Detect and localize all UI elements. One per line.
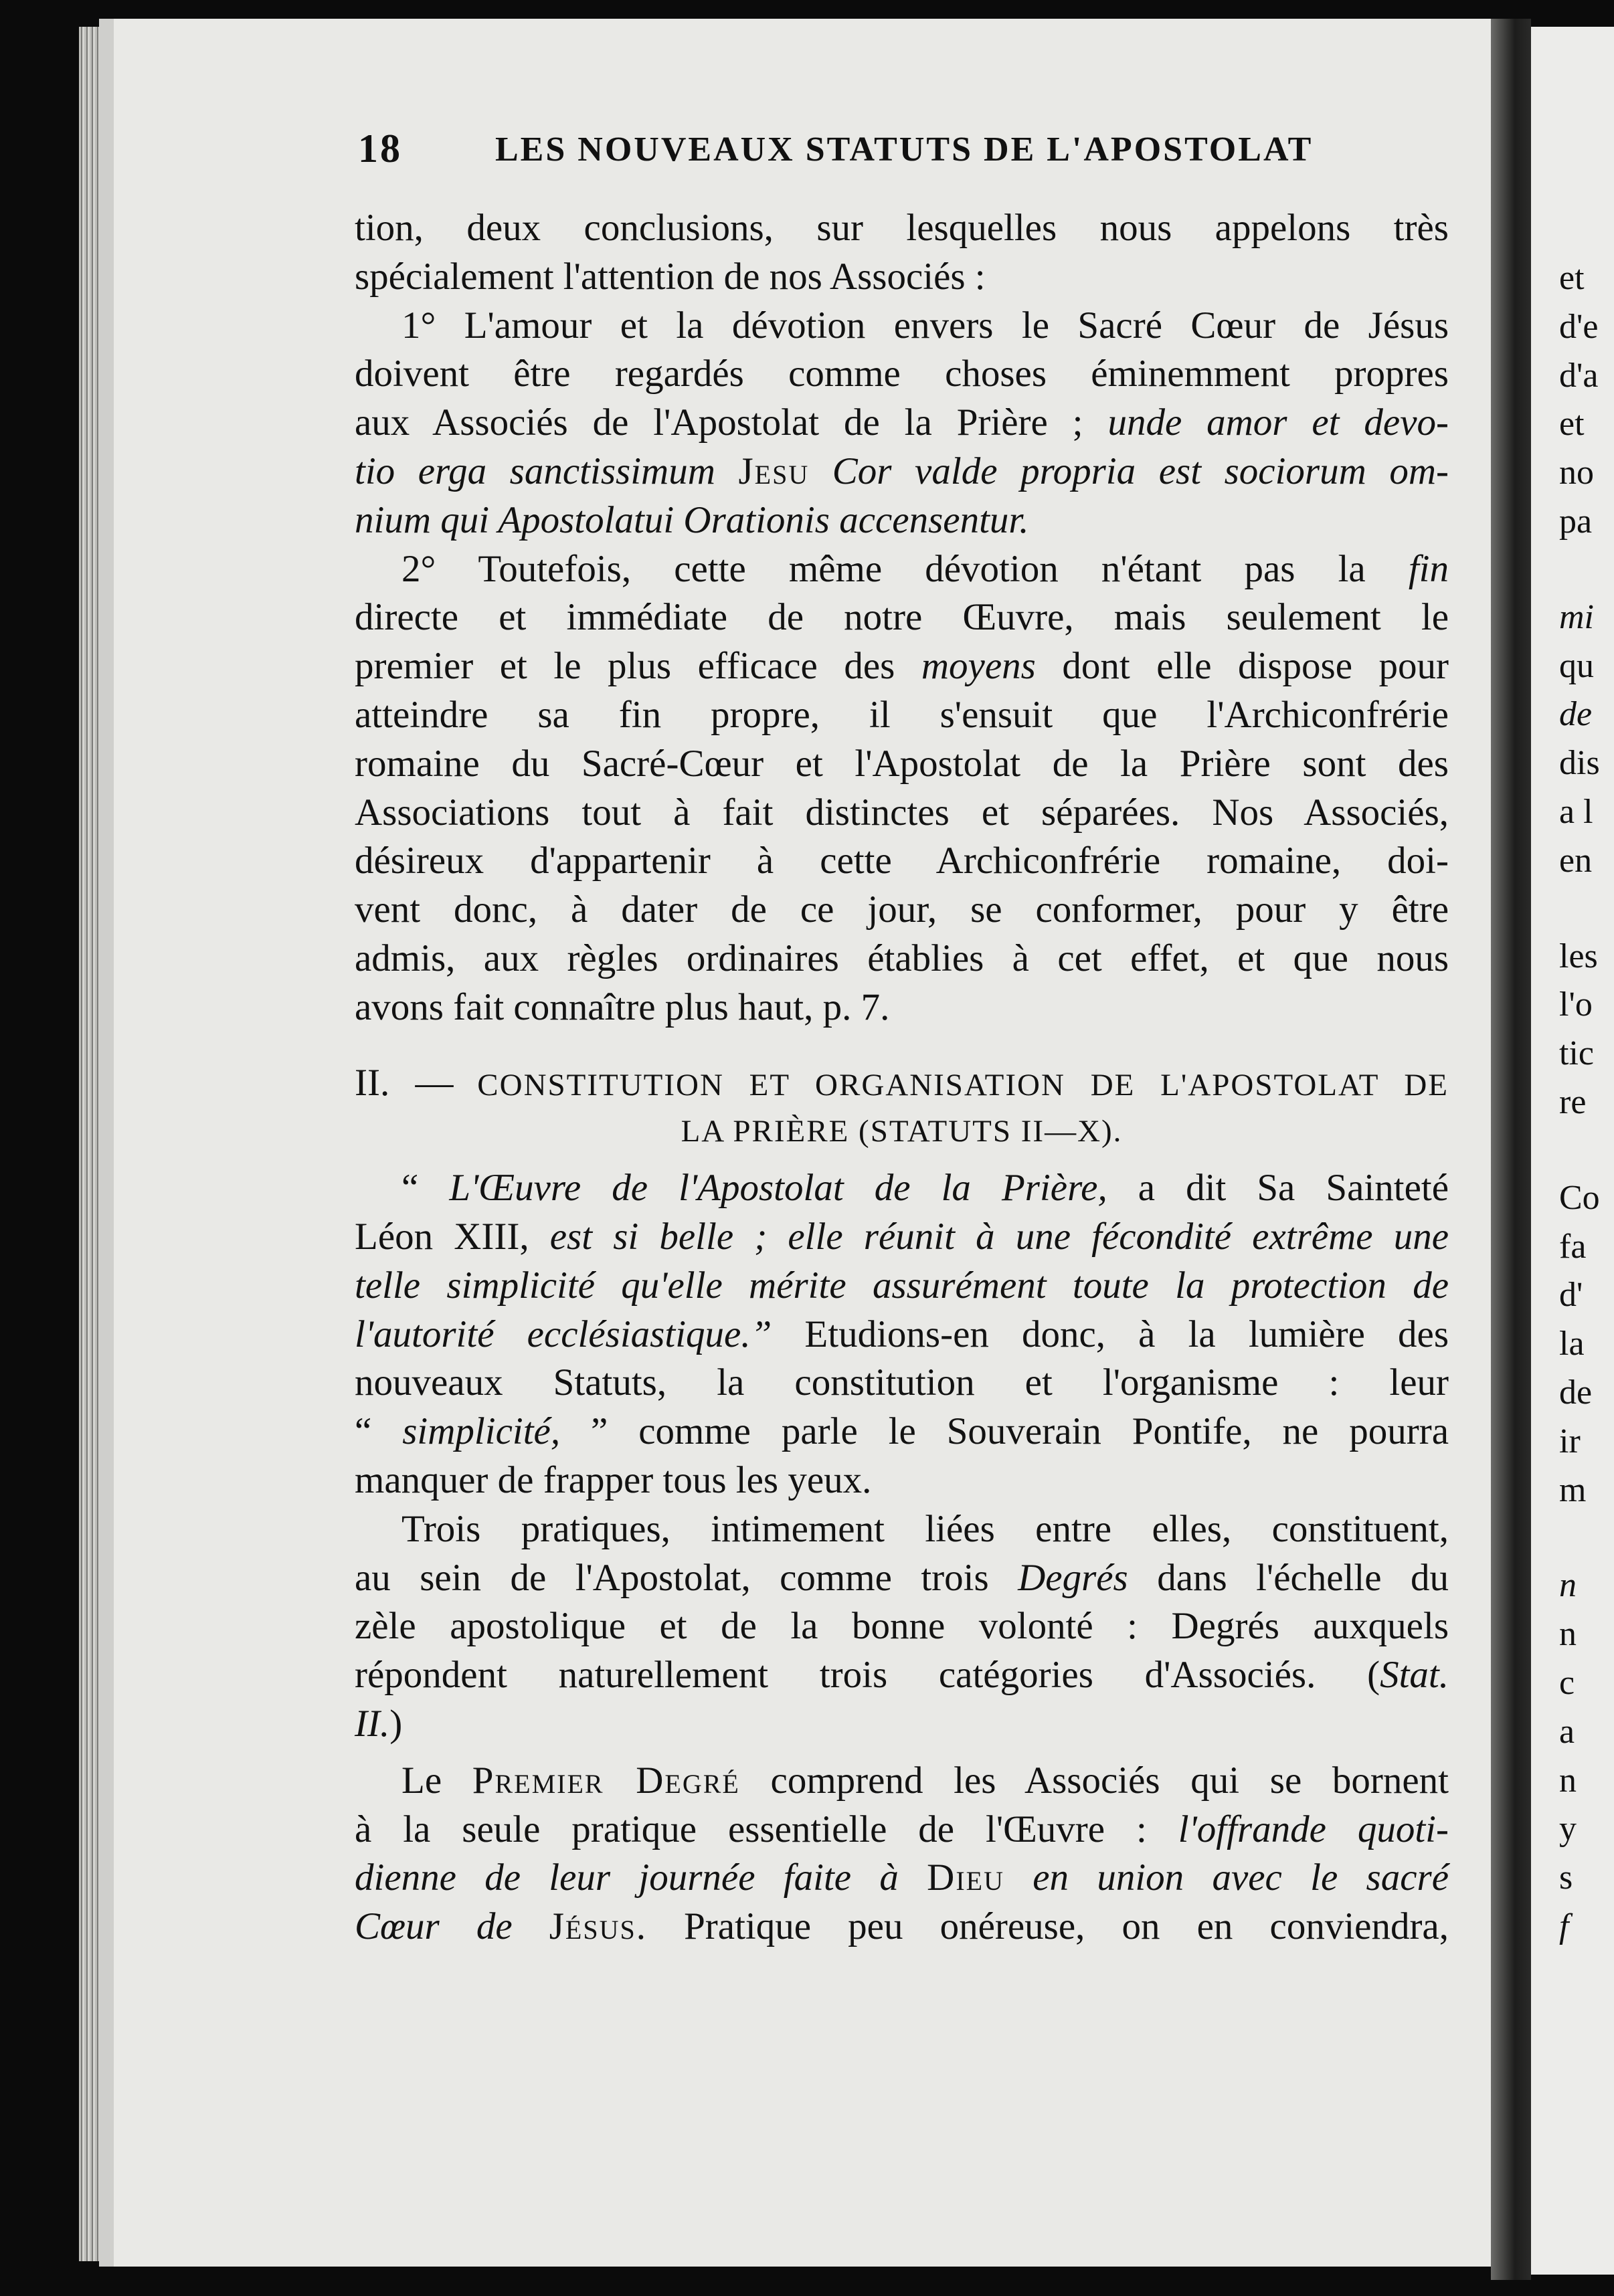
text-line xyxy=(355,1903,1449,1951)
small-caps-name: Jésus. xyxy=(549,1905,647,1948)
paragraph-leo-xiii xyxy=(355,1164,1449,1505)
quote-mark: “ xyxy=(355,1410,372,1453)
text-roman: aux Associés de l'Apostolat de la Prière ; xyxy=(355,401,1083,444)
paragraph-first-degree xyxy=(355,1757,1449,1951)
text-line: spécialement l'attention de nos Associés : xyxy=(355,255,986,298)
text-line xyxy=(355,1213,1449,1262)
text-line: zèle apostolique et de la bonne volonté : Degrés auxquels xyxy=(355,1605,1449,1648)
text-line xyxy=(355,1757,1449,1806)
fragment: l'o xyxy=(1559,985,1593,1024)
fragment: d' xyxy=(1559,1276,1583,1315)
book-gutter xyxy=(1491,19,1531,2280)
text-line: désireux d'appartenir à cette Archiconfrérie romaine, doi- xyxy=(355,840,1449,882)
fragment: c xyxy=(1559,1663,1575,1702)
fragment: no xyxy=(1559,454,1594,492)
text-roman: ” comme parle le Souverain Pontife, ne pourra xyxy=(591,1410,1449,1453)
section-spacer xyxy=(355,1156,1449,1164)
small-caps-term: Premier Degré xyxy=(472,1759,740,1802)
text-line xyxy=(355,1700,1449,1749)
text-roman: Le xyxy=(401,1759,442,1802)
section-title: LA PRIÈRE (STATUTS II—X). xyxy=(681,1114,1123,1149)
fragment: Co xyxy=(1559,1178,1600,1217)
running-title: LES NOUVEAUX STATUTS DE L'APOSTOLAT xyxy=(495,130,1314,169)
fragment: n xyxy=(1559,1615,1577,1654)
text-roman: Etudions-en donc, à la lumière des xyxy=(804,1313,1449,1355)
statute-ref: II. xyxy=(355,1702,390,1745)
text-line xyxy=(355,1806,1449,1854)
text-roman: répondent naturellement trois catégories d'Associés. ( xyxy=(355,1654,1380,1697)
fragment: re xyxy=(1559,1082,1587,1121)
fragment: s xyxy=(1559,1858,1573,1897)
fragment: qu xyxy=(1559,646,1594,685)
latin-quote: Cor valde propria est sociorum om- xyxy=(832,450,1449,492)
statute-ref: Stat. xyxy=(1380,1654,1449,1697)
text-line: manquer de frapper tous les yeux. xyxy=(355,1458,872,1501)
quote-mark: “ xyxy=(401,1167,419,1210)
fragment: ir xyxy=(1559,1422,1581,1460)
page-edges-stack xyxy=(79,27,99,2261)
paragraph-three-practices xyxy=(355,1505,1449,1749)
fragment: d'a xyxy=(1559,356,1599,395)
text-line: doivent être regardés comme choses éminemment propres xyxy=(355,353,1449,395)
fragment: mi xyxy=(1559,597,1594,636)
emphasis: fin xyxy=(1408,547,1449,590)
text-roman: a dit Sa Sainteté xyxy=(1138,1167,1449,1210)
section-title: CONSTITUTION ET ORGANISATION DE L'APOSTOLAT DE xyxy=(477,1067,1449,1103)
fragment-gap xyxy=(1559,886,1614,933)
fragment: en xyxy=(1559,841,1593,880)
fragment: et xyxy=(1559,259,1585,297)
emphasis: l'offrande quoti- xyxy=(1178,1808,1449,1850)
text-line xyxy=(355,496,1449,545)
text-roman: au sein de l'Apostolat, comme trois xyxy=(355,1556,989,1599)
text-roman: à la seule pratique essentielle de l'Œuvre : xyxy=(355,1808,1147,1850)
fragment: a l xyxy=(1559,792,1593,831)
fragment: n xyxy=(1559,1566,1577,1605)
emphasis: moyens xyxy=(921,645,1036,688)
text-line: admis, aux règles ordinaires établies à cet effet, et que nous xyxy=(355,937,1449,979)
text-line: vent donc, à dater de ce jour, se conformer, pour y être xyxy=(355,888,1449,931)
text-line: atteindre sa fin propre, il s'ensuit que l'Archiconfrérie xyxy=(355,693,1449,736)
text-roman: ) xyxy=(389,1702,403,1745)
text-line xyxy=(355,399,1449,448)
paragraph-conclusion-2 xyxy=(355,545,1449,1032)
text-line xyxy=(355,1408,1449,1456)
text-line: directe et immédiate de notre Œuvre, mais seulement le xyxy=(355,596,1449,639)
fragment: pa xyxy=(1559,502,1593,541)
text-line xyxy=(355,448,1449,496)
latin-quote: unde amor et devo- xyxy=(1107,401,1449,444)
fragment: dis xyxy=(1559,744,1600,783)
text-line xyxy=(355,1554,1449,1603)
text-line: Trois pratiques, intimement liées entre elles, constituent, xyxy=(401,1507,1449,1550)
fragment: de xyxy=(1559,1373,1593,1412)
text-line: romaine du Sacré-Cœur et l'Apostolat de la Prière sont des xyxy=(355,742,1449,785)
fragment: fa xyxy=(1559,1227,1587,1266)
small-caps-name: Jesu xyxy=(738,450,810,492)
text-line: avons fait connaître plus haut, p. 7. xyxy=(355,985,890,1028)
text-roman: 2° Toutefois, cette même dévotion n'étant pas la xyxy=(401,547,1366,590)
text-line: tion, deux conclusions, sur lesquelles nous appelons très xyxy=(355,207,1449,249)
text-line: nouveaux Statuts, la constitution et l'organisme : leur xyxy=(355,1361,1449,1404)
heading-line xyxy=(355,1059,1449,1108)
paragraph-intro xyxy=(355,204,1449,302)
latin-quote: nium qui Apostolatui Orationis accensentur. xyxy=(355,498,1029,541)
facing-page-fragments xyxy=(1559,254,1614,1951)
section-heading xyxy=(355,1059,1449,1157)
text-line xyxy=(355,1854,1449,1903)
text-line xyxy=(355,1651,1449,1700)
fragment-gap xyxy=(1559,547,1614,593)
fragment-gap xyxy=(1559,1515,1614,1561)
latin-quote: tio erga sanctissimum xyxy=(355,450,715,492)
page-body xyxy=(355,204,1449,1951)
fragment: et xyxy=(1559,405,1585,444)
text-line: 1° L'amour et la dévotion envers le Sacré Cœur de Jésus xyxy=(401,304,1449,347)
papal-quote: L'Œuvre de l'Apostolat de la Prière, xyxy=(449,1167,1107,1210)
text-roman: dont elle dispose pour xyxy=(1062,645,1449,688)
text-roman: Pratique peu onéreuse, on en conviendra, xyxy=(684,1905,1449,1948)
text-roman: premier et le plus efficace des xyxy=(355,645,895,688)
text-line xyxy=(355,1262,1449,1311)
running-head xyxy=(358,126,1482,186)
section-number: II. — xyxy=(355,1061,454,1104)
papal-quote: telle simplicité qu'elle mérite assurément toute la protection de xyxy=(355,1264,1449,1307)
emphasis: dienne de leur journée faite à xyxy=(355,1856,899,1899)
fragment: y xyxy=(1559,1810,1577,1848)
text-line xyxy=(355,1164,1449,1213)
paragraph-conclusion-1 xyxy=(355,302,1449,545)
fragment: d'e xyxy=(1559,307,1599,346)
fragment: tic xyxy=(1559,1034,1594,1073)
emphasis: simplicité, xyxy=(402,1410,561,1453)
papal-quote: est si belle ; elle réunit à une fécondité extrême une xyxy=(549,1215,1449,1258)
text-roman: Léon XIII, xyxy=(355,1215,529,1258)
text-roman: comprend les Associés qui se bornent xyxy=(770,1759,1449,1802)
text-line xyxy=(355,1311,1449,1359)
emphasis: en union avec le sacré xyxy=(1033,1856,1449,1899)
heading-line xyxy=(355,1107,1449,1156)
fragment: de xyxy=(1559,695,1593,734)
text-line xyxy=(355,642,1449,691)
fragment: la xyxy=(1559,1325,1585,1363)
fragment: m xyxy=(1559,1470,1587,1509)
emphasis: Cœur de xyxy=(355,1905,513,1948)
text-roman: dans l'échelle du xyxy=(1157,1556,1449,1599)
fragment: n xyxy=(1559,1761,1577,1800)
fragment: les xyxy=(1559,937,1598,975)
page-number: 18 xyxy=(358,126,402,171)
papal-quote: l'autorité ecclésiastique.” xyxy=(355,1313,772,1355)
emphasis: Degrés xyxy=(1018,1556,1128,1599)
fragment: f xyxy=(1559,1907,1569,1945)
small-caps-name: Dieu xyxy=(927,1856,1004,1899)
text-line xyxy=(355,545,1449,594)
text-line: Associations tout à fait distinctes et séparées. Nos Associés, xyxy=(355,791,1449,834)
fragment: a xyxy=(1559,1712,1575,1751)
fragment-gap xyxy=(1559,1127,1614,1174)
section-spacer xyxy=(355,1032,1449,1059)
paragraph-spacer xyxy=(355,1749,1449,1757)
